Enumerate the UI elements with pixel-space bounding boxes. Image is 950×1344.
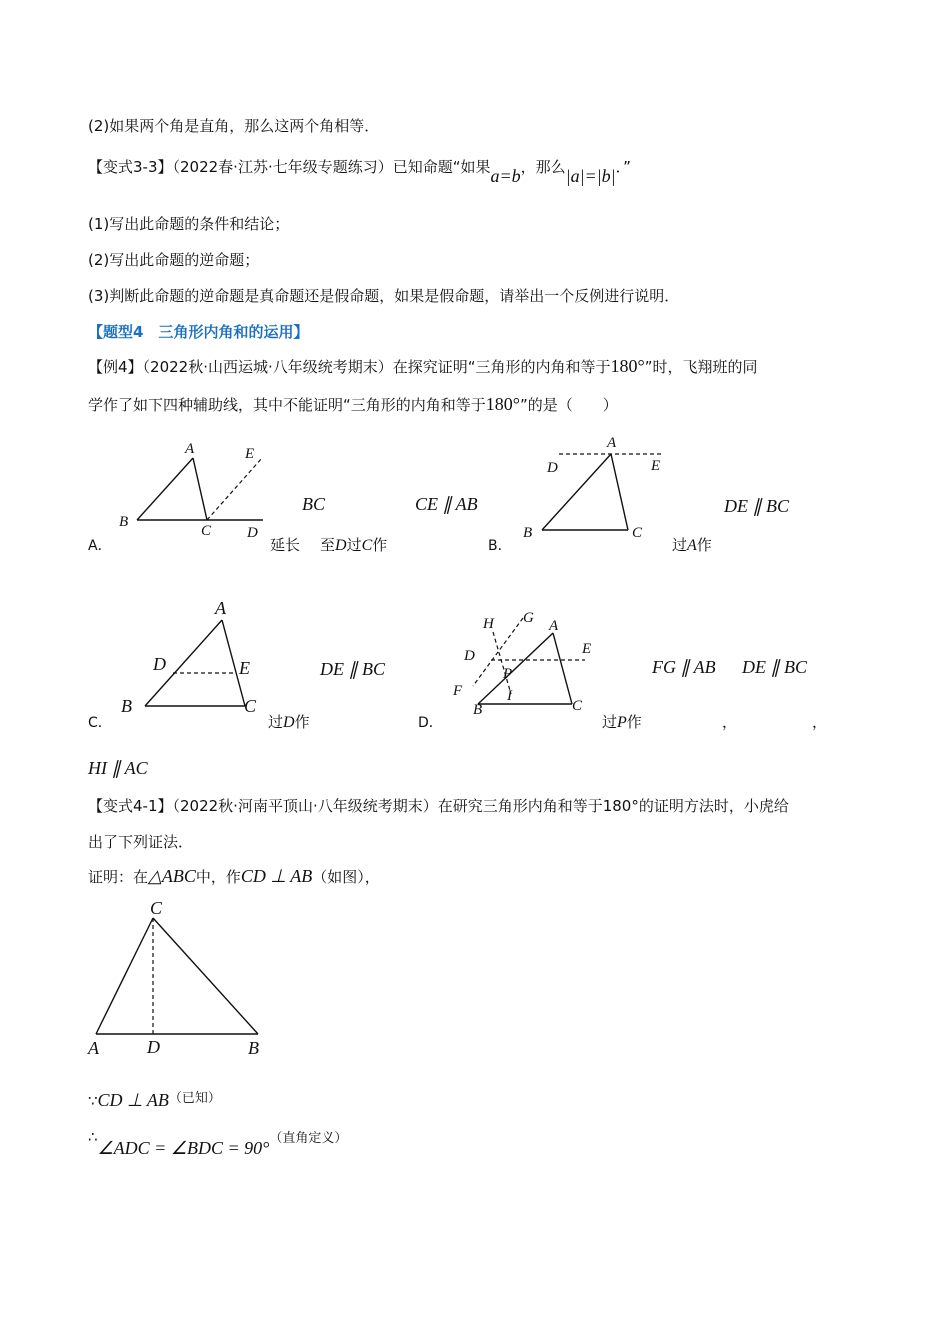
text-make: 作 [372, 536, 388, 554]
example-line2-text: 学作了如下四种辅助线，其中不能证明“三角形的内角和等于 [88, 396, 486, 414]
label-C: C [150, 898, 163, 918]
label-E: E [245, 446, 255, 462]
proof-step-1 [88, 1090, 221, 1113]
comma-2: ， [812, 713, 828, 731]
step-2-reason: （直角定义） [269, 1131, 348, 1146]
example-tail: ”时，飞翔班的同 [644, 358, 758, 376]
label-C: C [244, 696, 257, 716]
label-D: D [153, 654, 166, 674]
point-a: A [687, 537, 697, 554]
cd-perp-ab: CD ⊥ AB [240, 866, 313, 886]
point-d: D [335, 537, 347, 554]
label-C: C [201, 523, 212, 539]
question-3: (3)判断此命题的逆命题是真命题还是假命题，如果是假命题，请举出一个反例进行说明． [88, 287, 680, 305]
degree-180: 180° [610, 356, 645, 376]
variant-source: （2022春·江苏·七年级专题练习）已知命题“如果 [172, 158, 491, 176]
text-to: 至 [320, 536, 336, 554]
proof-intro [88, 866, 380, 887]
label-C: C [632, 525, 643, 541]
option-b-relation: DE ∥ BC [724, 496, 789, 516]
label-G: G [523, 610, 534, 626]
text-extend: 延长 [270, 536, 301, 554]
label-B: B [248, 1038, 259, 1058]
label-D: D [547, 460, 558, 476]
option-d-relation-2: DE ∥ BC [742, 657, 807, 677]
option-d-letter[interactable]: D． [418, 715, 443, 731]
triangle-abc: △ABC [148, 866, 196, 886]
label-D: D [464, 648, 475, 664]
example-source: （2022秋·山西运城·八年级统考期末）在探究证明“三角形的内角和等于 [142, 358, 611, 376]
option-a-bc: BC [302, 494, 326, 514]
variant-tag: 【变式3-3】 [88, 158, 173, 176]
label-H: H [483, 616, 494, 632]
proof-text-1: 证明：在 [88, 868, 149, 886]
variant-4-1-line2: 出了下列证法． [88, 833, 194, 851]
figure-c [115, 596, 275, 720]
option-d-relation-3: HI ∥ AC [88, 758, 148, 778]
label-A: A [88, 1038, 99, 1058]
step-1-formula: CD ⊥ AB [97, 1090, 169, 1110]
option-c-letter[interactable]: C． [88, 715, 112, 731]
formula-a-eq-b: a=b [490, 166, 521, 186]
label-B: B [119, 514, 129, 530]
variant-mid: ，那么 [520, 158, 566, 176]
proof-text-3: （如图）， [312, 868, 380, 886]
label-A: A [185, 441, 195, 457]
option-d-relation-1: FG ∥ AB [652, 657, 716, 677]
label-E: E [582, 641, 592, 657]
label-B: B [121, 696, 132, 716]
variant-3-3 [88, 156, 631, 186]
label-P: P [503, 666, 513, 682]
section-heading: 【题型4 三角形内角和的运用】 [88, 323, 309, 341]
figure-a [115, 436, 275, 546]
label-A: A [215, 598, 226, 618]
degree-180-2: 180° [485, 394, 520, 414]
text-through: 过 [672, 536, 688, 554]
label-B: B [473, 702, 483, 718]
because-symbol: ∵ [88, 1092, 98, 1110]
option-c-text [268, 712, 310, 733]
text-through: 过 [602, 713, 618, 731]
label-A: A [607, 435, 617, 451]
point-c: C [361, 537, 373, 554]
label-F: F [453, 683, 463, 699]
figure-d [445, 606, 605, 718]
option-b-text [672, 535, 712, 556]
label-E: E [651, 458, 661, 474]
step-1-reason: （已知） [168, 1091, 221, 1106]
label-E: E [239, 658, 250, 678]
variant-tag: 【变式4-1】 [88, 797, 173, 815]
point-d: D [283, 714, 295, 731]
question-2: (2)写出此命题的逆命题； [88, 251, 260, 269]
text-make: 作 [294, 713, 310, 731]
option-a-letter[interactable]: A． [88, 538, 112, 554]
label-C: C [572, 698, 583, 714]
question-1: (1)写出此命题的条件和结论； [88, 215, 290, 233]
proof-step-2 [88, 1128, 348, 1158]
option-d-text [602, 712, 642, 733]
variant-source: （2022秋·河南平顶山·八年级统考期末）在研究三角形内角和等于180°的证明方法时，小虎给 [172, 797, 789, 815]
proof-text-2: 中，作 [195, 868, 241, 886]
label-B: B [523, 525, 533, 541]
formula-abs: |a|=|b| [565, 166, 616, 186]
figure-b [515, 430, 675, 545]
text-through: 过 [346, 536, 362, 554]
statement-line: (2)如果两个角是直角，那么这两个角相等． [88, 117, 380, 135]
step-2-formula: ∠ADC = ∠BDC = 90° [97, 1138, 270, 1158]
point-p: P [617, 714, 627, 731]
option-b-letter[interactable]: B． [488, 538, 512, 554]
label-D: D [147, 1037, 160, 1057]
option-a-text [270, 535, 387, 556]
variant-end: ．” [615, 158, 631, 176]
text-make: 作 [626, 713, 642, 731]
option-c-relation: DE ∥ BC [320, 659, 385, 679]
therefore-symbol: ∴ [88, 1128, 98, 1146]
proof-figure [80, 896, 280, 1062]
text-make: 作 [696, 536, 712, 554]
variant-4-1 [88, 796, 789, 816]
label-A: A [549, 618, 559, 634]
option-a-relation: CE ∥ AB [415, 494, 478, 514]
example-tag: 【例4】 [88, 358, 143, 376]
comma-1: ， [722, 713, 738, 731]
text-through: 过 [268, 713, 284, 731]
example-4-line1 [88, 356, 758, 377]
label-I: I [507, 688, 512, 704]
label-D: D [247, 525, 258, 541]
example-line2-tail: ”的是（ ） [519, 396, 618, 414]
example-4-line2 [88, 394, 618, 415]
